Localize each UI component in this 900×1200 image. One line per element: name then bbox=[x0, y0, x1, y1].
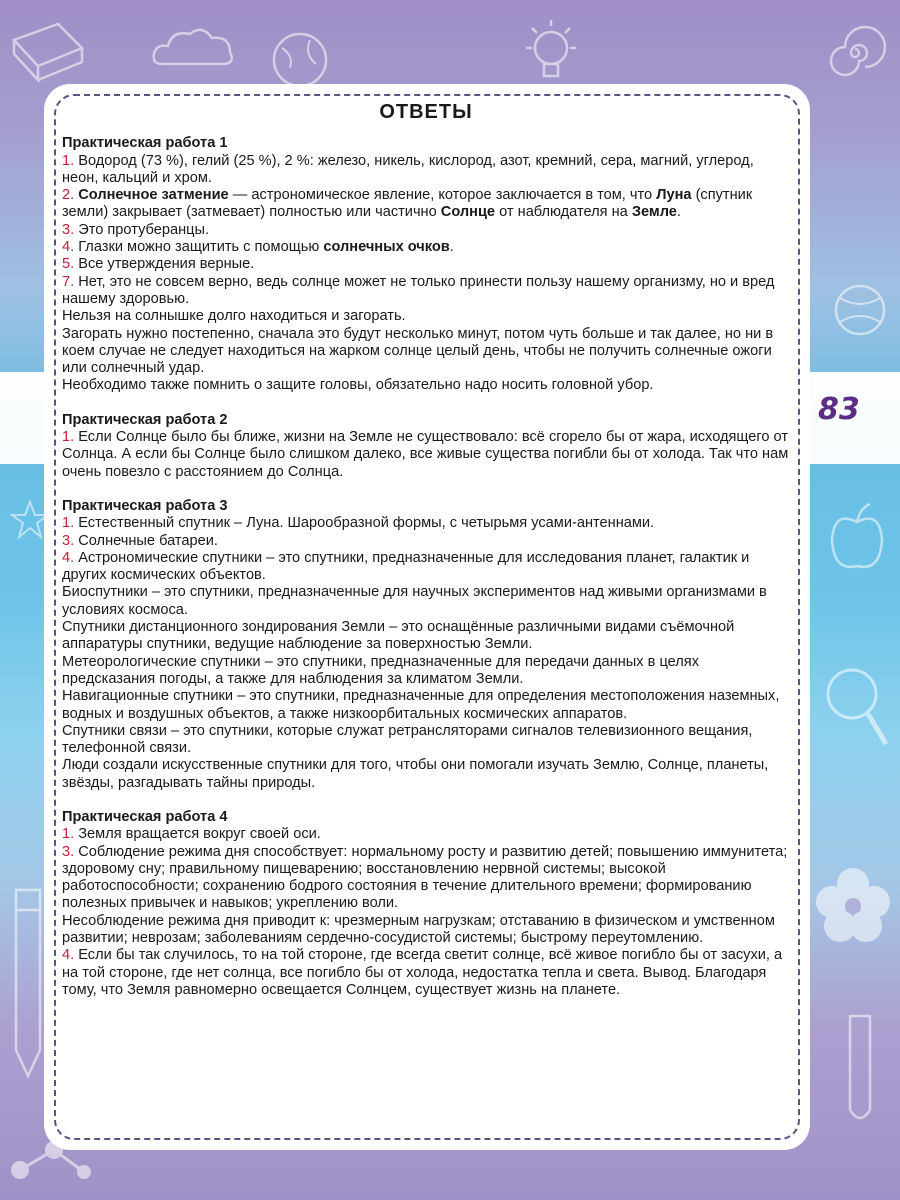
magnifier-icon bbox=[818, 660, 892, 750]
section-4 bbox=[62, 809, 790, 999]
page-title: ОТВЕТЫ bbox=[379, 101, 473, 123]
book-icon bbox=[8, 18, 88, 88]
answer-number: 5. bbox=[62, 256, 75, 273]
answer-paragraph bbox=[62, 239, 790, 256]
answer-paragraph bbox=[62, 757, 790, 792]
pencil-icon bbox=[8, 880, 48, 1080]
bold-term: Солнечное затмение bbox=[78, 187, 229, 204]
section-title: Практическая работа 4 bbox=[62, 808, 228, 825]
answer-number: 1. bbox=[62, 826, 75, 843]
answer-number: 3. bbox=[62, 843, 75, 860]
answer-paragraph bbox=[62, 429, 790, 481]
answer-text: — астрономическое явление, которое заключается в том, что bbox=[228, 187, 657, 204]
answer-text: Все утверждения верные. bbox=[74, 256, 255, 273]
answer-paragraph bbox=[62, 274, 790, 309]
answer-text: Спутники связи – это спутники, которые служат ретрансляторами сигналов телевизионного вещания, телефонной связи. bbox=[62, 722, 753, 757]
answer-text: от наблюдателя на bbox=[495, 204, 632, 221]
answer-text: Астрономические спутники – это спутники, предназначенные для исследования планет, галактик и других космических объектов. bbox=[62, 549, 750, 584]
answer-paragraph bbox=[62, 826, 790, 843]
answer-paragraph bbox=[62, 723, 790, 758]
answer-text: Солнечные батареи. bbox=[74, 532, 218, 549]
bold-term: Солнце bbox=[440, 204, 496, 221]
answer-number: 1. bbox=[62, 515, 75, 532]
answer-text: Навигационные спутники – это спутники, предназначенные для определения местоположения наземных, водных и воздушных объектов, а также низкоорбитальных космических аппаратов. bbox=[62, 688, 780, 722]
bold-term: Луна bbox=[656, 187, 692, 204]
apple-icon bbox=[822, 500, 892, 580]
answer-paragraph bbox=[62, 187, 790, 222]
section-2 bbox=[62, 412, 790, 481]
section-title: Практическая работа 1 bbox=[62, 135, 228, 152]
answer-number: 2. bbox=[62, 187, 75, 204]
lightbulb-icon bbox=[516, 14, 586, 94]
answer-number: 1. bbox=[62, 152, 75, 169]
answer-text: Биоспутники – это спутники, предназначенные для научных экспериментов над живыми организмами в условиях космоса. bbox=[62, 584, 767, 618]
section-1 bbox=[62, 135, 790, 394]
cloud-icon bbox=[150, 24, 240, 74]
answer-text: Люди создали искусственные спутники для того, чтобы они помогали изучать Землю, Солнце, планеты, звёзды, разгадывать тайны природы. bbox=[62, 757, 769, 791]
answers-content bbox=[62, 100, 790, 1016]
flower-icon bbox=[808, 860, 898, 950]
section-title: Практическая работа 3 bbox=[62, 497, 228, 514]
answer-text: Нет, это не совсем верно, ведь солнце может не только принести пользу нашему организму, но и вред нашему здоровью. bbox=[62, 273, 775, 307]
answer-text: Спутники дистанционного зондирования Земли – это оснащённые различными видами съёмочной аппаратуры спутники, ведущие наблюдение за поверхностью Земли. bbox=[62, 619, 735, 653]
answer-paragraph bbox=[62, 844, 790, 913]
answer-paragraph bbox=[62, 256, 790, 273]
answer-text: Необходимо также помнить о защите головы, обязательно надо носить головной убор. bbox=[62, 377, 654, 394]
answer-text: Метеорологические спутники – это спутники, предназначенные для передачи данных в целях предсказания погоды, а также для наблюдения за климатом Земли. bbox=[62, 653, 699, 687]
answer-paragraph bbox=[62, 584, 790, 619]
answer-text: (спутник земли) закрывает (затмевает) полностью или частично bbox=[62, 187, 753, 221]
answer-paragraph bbox=[62, 326, 790, 378]
answer-text: Глазки можно защитить с помощью bbox=[74, 239, 324, 256]
answer-paragraph bbox=[62, 515, 790, 532]
answer-paragraph bbox=[62, 533, 790, 550]
answer-paragraph bbox=[62, 308, 790, 325]
answer-text: Естественный спутник – Луна. Шарообразной формы, с четырьмя усами-антеннами. bbox=[74, 515, 655, 532]
answer-paragraph bbox=[62, 913, 790, 948]
answer-paragraph bbox=[62, 550, 790, 585]
answer-text: Если Солнце было бы ближе, жизни на Земле не существовало: всё сгорело бы от жара, исходящего от Солнца. А если бы Солнце было слишком далеко, все живые существа погибли бы от холода. Так что нам очень повезло с расстоянием до Солнца. bbox=[62, 429, 789, 480]
answer-paragraph bbox=[62, 222, 790, 239]
answer-number: 3. bbox=[62, 221, 75, 238]
answer-number: 4. bbox=[62, 549, 75, 566]
answer-text: Загорать нужно постепенно, сначала это будут несколько минут, потом чуть больше и так далее, но ни в коем случае не следует находиться на жарком солнце целый день, чтобы не получить солнечные ожоги или солнечный удар. bbox=[62, 325, 774, 377]
answer-text: Водород (73 %), гелий (25 %), 2 %: железо, никель, кислород, азот, кремний, сера, магний, углерод, неон, кальций и хром. bbox=[62, 152, 754, 186]
answer-paragraph bbox=[62, 619, 790, 654]
answer-text: Несоблюдение режима дня приводит к: чрезмерным нагрузкам; отставанию в физическом и умственном развитии; неврозам; заболеваниям сердечно-сосудистой системы; быстрому переутомлению. bbox=[62, 912, 775, 947]
bold-term: Земле bbox=[631, 204, 677, 221]
section-3 bbox=[62, 498, 790, 792]
answer-text: Если бы так случилось, то на той стороне, где всегда светит солнце, всё живое погибло бы от засухи, а на той стороне, где нет солнца, все погибло бы от холода, недостатка тепла и света. Вывод. Благодаря тому, что Земля равномерно освещается Солнцем, существует жизнь на планете. bbox=[62, 947, 783, 998]
answer-text: Это протуберанцы. bbox=[74, 221, 210, 238]
page-number: 83 bbox=[818, 392, 860, 427]
answer-paragraph bbox=[62, 153, 790, 188]
sections bbox=[62, 135, 790, 999]
bold-term: солнечных очков bbox=[323, 239, 450, 256]
answer-text: Земля вращается вокруг своей оси. bbox=[74, 826, 321, 843]
answer-text: Нельзя на солнышке долго находиться и загорать. bbox=[62, 308, 406, 325]
answer-text: Соблюдение режима дня способствует: нормальному росту и развитию детей; повышению иммунитета; здоровому сну; правильному пищеварению; восстановлению нервной системы; высокой работоспособности; сохранению бодрого состояния в течение длительного времени; формированию полезных привычек и навыков; укреплению воли. bbox=[62, 843, 788, 912]
answer-number: 3. bbox=[62, 532, 75, 549]
answer-paragraph bbox=[62, 947, 790, 999]
globe-icon bbox=[270, 30, 330, 90]
answer-number: 1. bbox=[62, 429, 75, 446]
ball-icon bbox=[830, 280, 890, 340]
section-title: Практическая работа 2 bbox=[62, 411, 228, 428]
answer-paragraph bbox=[62, 377, 790, 394]
answer-number: 7. bbox=[62, 273, 75, 290]
answer-text: . bbox=[449, 239, 454, 256]
spiral-icon bbox=[820, 18, 890, 88]
answer-paragraph bbox=[62, 688, 790, 723]
answer-number: 4. bbox=[62, 239, 75, 256]
answer-paragraph bbox=[62, 654, 790, 689]
answer-number: 4. bbox=[62, 947, 75, 964]
testtube-icon bbox=[840, 1010, 880, 1130]
answer-text: . bbox=[676, 204, 681, 221]
